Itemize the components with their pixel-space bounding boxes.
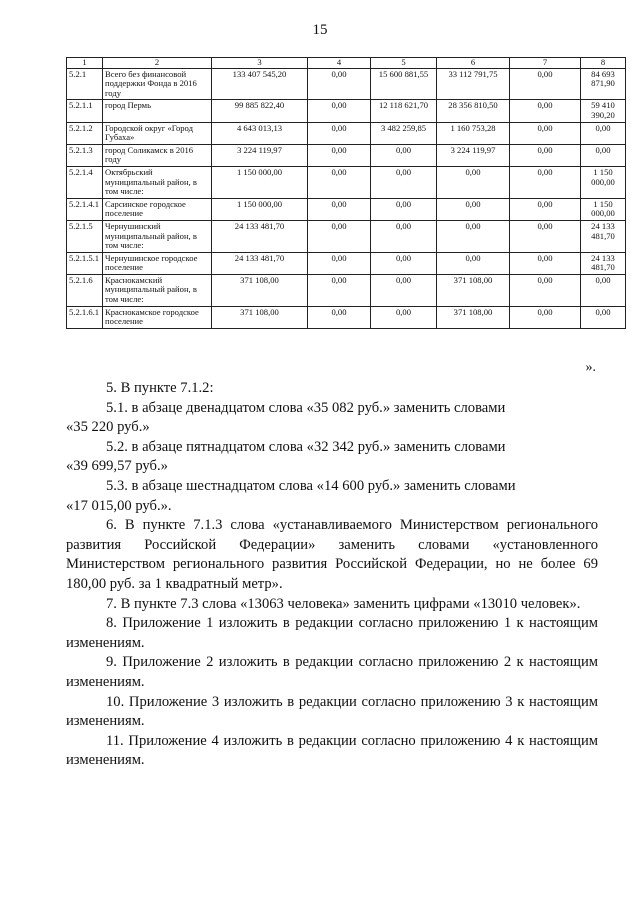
col-5-value: 12 118 621,70	[371, 100, 437, 122]
col-4-value: 0,00	[308, 252, 371, 274]
table-body	[67, 68, 626, 328]
col-5-value: 0,00	[371, 252, 437, 274]
column-header-2: 2	[103, 58, 212, 69]
col-7-value: 0,00	[510, 274, 581, 306]
page-number: 15	[312, 22, 328, 38]
col-4-value: 0,00	[308, 306, 371, 328]
col-7-value: 0,00	[510, 220, 581, 252]
row-code: 5.2.1.4.1	[67, 198, 103, 220]
col-6-value: 0,00	[437, 220, 510, 252]
col-7-value: 0,00	[510, 144, 581, 166]
col-8-value: 24 133 481,70	[581, 252, 626, 274]
amendments-text	[66, 379, 598, 771]
col-8-value: 0,00	[581, 274, 626, 306]
col-3-value: 24 133 481,70	[212, 220, 308, 252]
col-4-value: 0,00	[308, 100, 371, 122]
col-3-value: 371 108,00	[212, 306, 308, 328]
row-code: 5.2.1.6.1	[67, 306, 103, 328]
column-header-3: 3	[212, 58, 308, 69]
col-4-value: 0,00	[308, 220, 371, 252]
paragraph-5: 5. В пункте 7.1.2:	[106, 380, 214, 396]
row-name: Краснокамский муниципальный район, в том числе:	[103, 274, 212, 306]
column-header-4: 4	[308, 58, 371, 69]
col-6-value: 28 356 810,50	[437, 100, 510, 122]
row-name: город Пермь	[103, 100, 212, 122]
col-3-value: 133 407 545,20	[212, 68, 308, 100]
row-code: 5.2.1.5	[67, 220, 103, 252]
table-row	[67, 100, 626, 122]
col-8-value: 0,00	[581, 306, 626, 328]
paragraph-5-2-line-1: 5.2. в абзаце пятнадцатом слова «32 342 руб.» заменить словами	[106, 438, 506, 455]
col-8-value: 1 150 000,00	[581, 166, 626, 198]
table-row	[67, 220, 626, 252]
paragraph-8: 8. Приложение 1 изложить в редакции согласно приложению 1 к настоящим изменениям.	[66, 615, 598, 651]
col-6-value: 3 224 119,97	[437, 144, 510, 166]
row-name: Сарсинское городское поселение	[103, 198, 212, 220]
row-code: 5.2.1.1	[67, 100, 103, 122]
column-header-5: 5	[371, 58, 437, 69]
col-8-value: 0,00	[581, 144, 626, 166]
col-4-value: 0,00	[308, 68, 371, 100]
col-6-value: 1 160 753,28	[437, 122, 510, 144]
col-5-value: 0,00	[371, 220, 437, 252]
col-5-value: 0,00	[371, 166, 437, 198]
col-7-value: 0,00	[510, 166, 581, 198]
column-header-6: 6	[437, 58, 510, 69]
row-code: 5.2.1.2	[67, 122, 103, 144]
col-6-value: 0,00	[437, 198, 510, 220]
col-5-value: 0,00	[371, 274, 437, 306]
row-name: город Соликамск в 2016 году	[103, 144, 212, 166]
table-row	[67, 144, 626, 166]
col-5-value: 0,00	[371, 144, 437, 166]
col-8-value: 84 693 871,90	[581, 68, 626, 100]
paragraph-9: 9. Приложение 2 изложить в редакции согласно приложению 2 к настоящим изменениям.	[66, 654, 598, 690]
paragraph-5-2-line-2: «39 699,57 руб.»	[66, 458, 168, 475]
row-code: 5.2.1.3	[67, 144, 103, 166]
col-4-value: 0,00	[308, 166, 371, 198]
row-name: Всего без финансовой поддержки Фонда в 2016 году	[103, 68, 212, 100]
col-8-value: 59 410 390,20	[581, 100, 626, 122]
paragraph-7: 7. В пункте 7.3 слова «13063 человека» заменить цифрами «13010 человек».	[106, 595, 581, 612]
col-8-value: 0,00	[581, 122, 626, 144]
col-3-value: 24 133 481,70	[212, 252, 308, 274]
col-6-value: 0,00	[437, 166, 510, 198]
row-name: Чернушинский муниципальный район, в том числе:	[103, 220, 212, 252]
col-8-value: 1 150 000,00	[581, 198, 626, 220]
funding-table	[66, 57, 626, 329]
table-row	[67, 166, 626, 198]
paragraph-5-3-line-1: 5.3. в абзаце шестнадцатом слова «14 600 руб.» заменить словами	[106, 477, 516, 494]
table-row	[67, 68, 626, 100]
col-7-value: 0,00	[510, 122, 581, 144]
col-5-value: 0,00	[371, 306, 437, 328]
col-6-value: 0,00	[437, 252, 510, 274]
row-name: Краснокамское городское поселение	[103, 306, 212, 328]
column-header-7: 7	[510, 58, 581, 69]
row-code: 5.2.1.5.1	[67, 252, 103, 274]
col-4-value: 0,00	[308, 144, 371, 166]
row-code: 5.2.1	[67, 68, 103, 100]
table-closing-quote: ».	[585, 360, 596, 375]
col-7-value: 0,00	[510, 252, 581, 274]
paragraph-11: 11. Приложение 4 изложить в редакции согласно приложению 4 к настоящим изменениям.	[66, 732, 598, 769]
table-row	[67, 122, 626, 144]
row-name: Городской округ «Город Губаха»	[103, 122, 212, 144]
col-4-value: 0,00	[308, 122, 371, 144]
col-3-value: 3 224 119,97	[212, 144, 308, 166]
row-name: Октябрьский муниципальный район, в том числе:	[103, 166, 212, 198]
col-3-value: 1 150 000,00	[212, 198, 308, 220]
col-6-value: 33 112 791,75	[437, 68, 510, 100]
table-row	[67, 198, 626, 220]
table-row	[67, 306, 626, 328]
col-6-value: 371 108,00	[437, 274, 510, 306]
column-header-1: 1	[67, 58, 103, 69]
col-3-value: 1 150 000,00	[212, 166, 308, 198]
paragraph-6: 6. В пункте 7.1.3 слова «устанавливаемого Министерством регионального развития Российской Федерации» заменить словами «установленного Министерством регионального развития Российской Федерации, но не более 69 180,00 руб. за 1 квадратный метр».	[66, 517, 598, 592]
col-8-value: 24 133 481,70	[581, 220, 626, 252]
column-header-8: 8	[581, 58, 626, 69]
col-5-value: 15 600 881,55	[371, 68, 437, 100]
row-code: 5.2.1.6	[67, 274, 103, 306]
table-header-row	[67, 58, 626, 69]
col-7-value: 0,00	[510, 100, 581, 122]
col-5-value: 0,00	[371, 198, 437, 220]
paragraph-5-3-line-2: «17 015,00 руб.».	[66, 497, 172, 514]
table-row	[67, 274, 626, 306]
table-header	[67, 58, 626, 69]
paragraph-5-1-line-2: «35 220 руб.»	[66, 419, 150, 436]
row-name: Чернушинское городское поселение	[103, 252, 212, 274]
col-7-value: 0,00	[510, 198, 581, 220]
col-4-value: 0,00	[308, 274, 371, 306]
col-4-value: 0,00	[308, 198, 371, 220]
col-3-value: 4 643 013,13	[212, 122, 308, 144]
col-3-value: 99 885 822,40	[212, 100, 308, 122]
row-code: 5.2.1.4	[67, 166, 103, 198]
col-6-value: 371 108,00	[437, 306, 510, 328]
paragraph-10: 10. Приложение 3 изложить в редакции согласно приложению 3 к настоящим изменениям.	[66, 693, 598, 730]
col-5-value: 3 482 259,85	[371, 122, 437, 144]
col-7-value: 0,00	[510, 306, 581, 328]
col-7-value: 0,00	[510, 68, 581, 100]
table-row	[67, 252, 626, 274]
paragraph-5-1-line-1: 5.1. в абзаце двенадцатом слова «35 082 руб.» заменить словами	[106, 399, 506, 416]
col-3-value: 371 108,00	[212, 274, 308, 306]
